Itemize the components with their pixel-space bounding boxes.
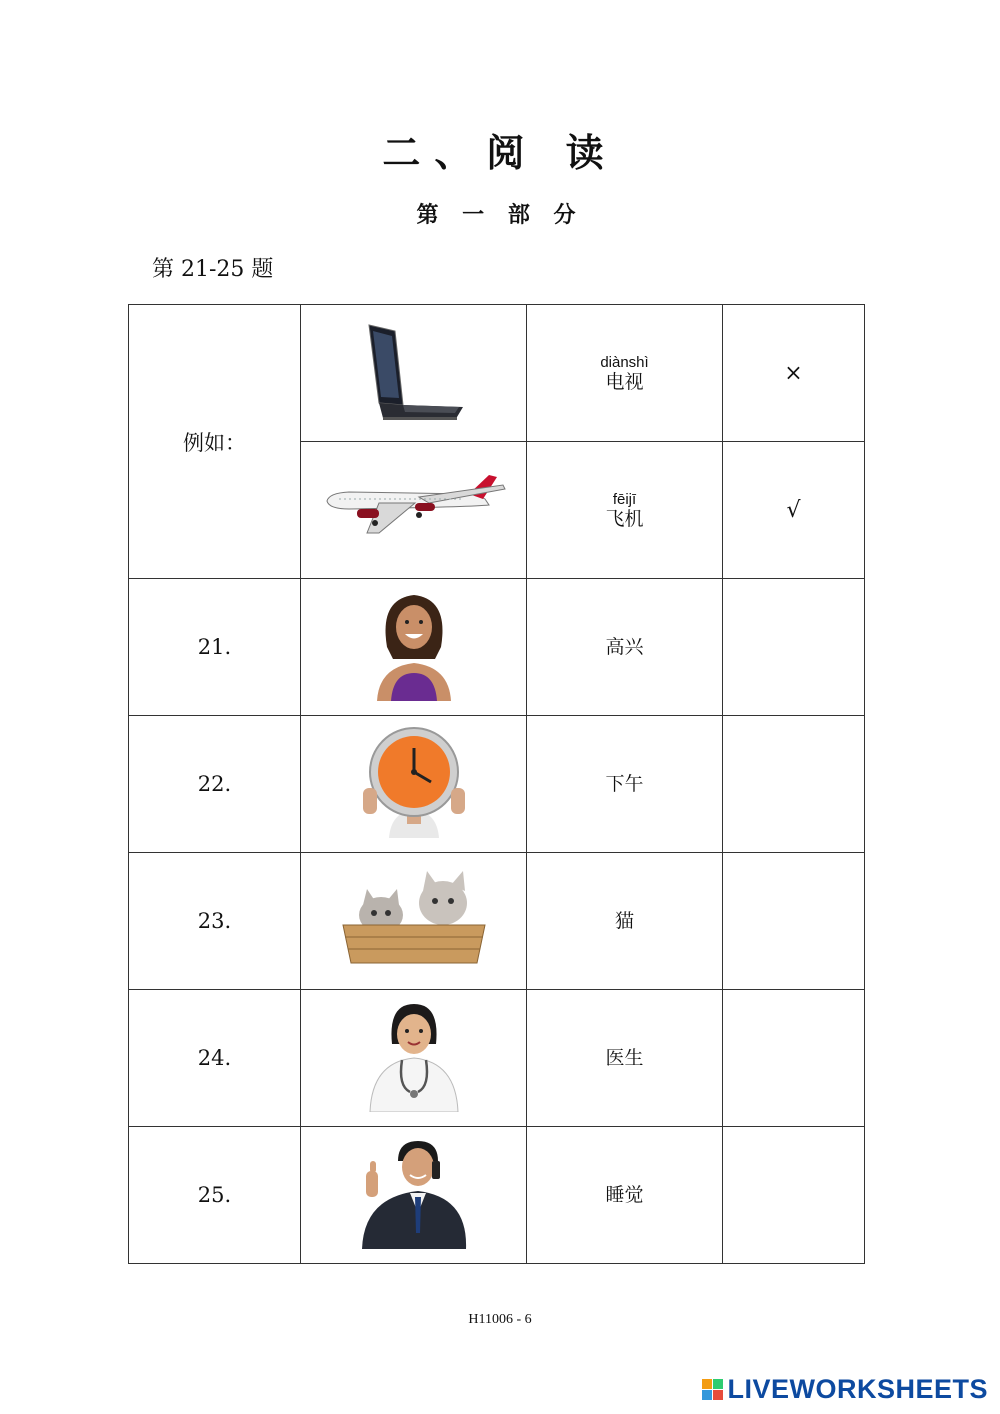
word-text: 高兴 (605, 636, 644, 658)
word-cell (527, 1127, 723, 1264)
check-mark: √ (786, 497, 801, 523)
answer-cell[interactable] (723, 1127, 865, 1264)
number-cell (129, 853, 301, 990)
pinyin-text: diànshì (600, 353, 649, 371)
answer-cell[interactable] (723, 579, 865, 716)
airplane-image (319, 473, 509, 543)
question-row-21 (129, 579, 865, 716)
image-cell (301, 1127, 527, 1264)
word-cell (527, 579, 723, 716)
word-cell (527, 716, 723, 853)
question-number: 24. (197, 1046, 232, 1070)
part-subtitle: 第 一 部 分 (416, 202, 584, 228)
question-row-22 (129, 716, 865, 853)
orange-clock-image (359, 726, 469, 838)
example-label: 例如： (183, 430, 246, 455)
kittens-basket-image (339, 869, 489, 969)
word-text: 下午 (605, 773, 644, 795)
answer-cell[interactable] (723, 305, 865, 442)
pinyin-text: fēijī (612, 490, 637, 508)
example-row-1 (129, 305, 865, 442)
image-cell (301, 579, 527, 716)
word-text: 医生 (605, 1047, 644, 1069)
answer-cell[interactable] (723, 990, 865, 1127)
doctor-image (368, 1000, 460, 1112)
question-row-23 (129, 853, 865, 990)
cross-mark: × (784, 360, 803, 386)
word-text: 飞机 (605, 507, 644, 530)
matching-table (128, 304, 865, 1264)
question-number: 25. (197, 1183, 232, 1207)
question-row-25 (129, 1127, 865, 1264)
smiling-girl-image (369, 589, 459, 701)
word-text: 睡觉 (605, 1184, 644, 1206)
example-label-cell (129, 305, 301, 579)
page-code: H11006 - 6 (468, 1312, 532, 1327)
answer-cell[interactable] (723, 716, 865, 853)
image-cell (301, 305, 527, 442)
image-cell (301, 990, 527, 1127)
number-cell (129, 716, 301, 853)
answer-cell[interactable] (723, 853, 865, 990)
word-cell (527, 990, 723, 1127)
word-cell (527, 853, 723, 990)
number-cell (129, 1127, 301, 1264)
number-cell (129, 990, 301, 1127)
liveworksheets-logo[interactable] (702, 1374, 988, 1404)
laptop-image (359, 321, 469, 421)
word-text: 猫 (614, 910, 634, 932)
question-number: 23. (197, 909, 232, 933)
word-cell (527, 305, 723, 442)
image-cell (301, 853, 527, 990)
businessman-phone-image (358, 1137, 470, 1249)
word-text: 电视 (605, 370, 644, 393)
section-title: 二、阅 读 (382, 130, 618, 175)
question-number: 22. (197, 772, 232, 796)
number-cell (129, 579, 301, 716)
word-cell (527, 442, 723, 579)
liveworksheets-icon (702, 1379, 723, 1400)
brand-name: LIVEWORKSHEETS (727, 1373, 988, 1404)
question-row-24 (129, 990, 865, 1127)
question-range: 第 21-25 题 (152, 257, 274, 282)
question-number: 21. (197, 635, 232, 659)
image-cell (301, 716, 527, 853)
image-cell (301, 442, 527, 579)
answer-cell[interactable] (723, 442, 865, 579)
